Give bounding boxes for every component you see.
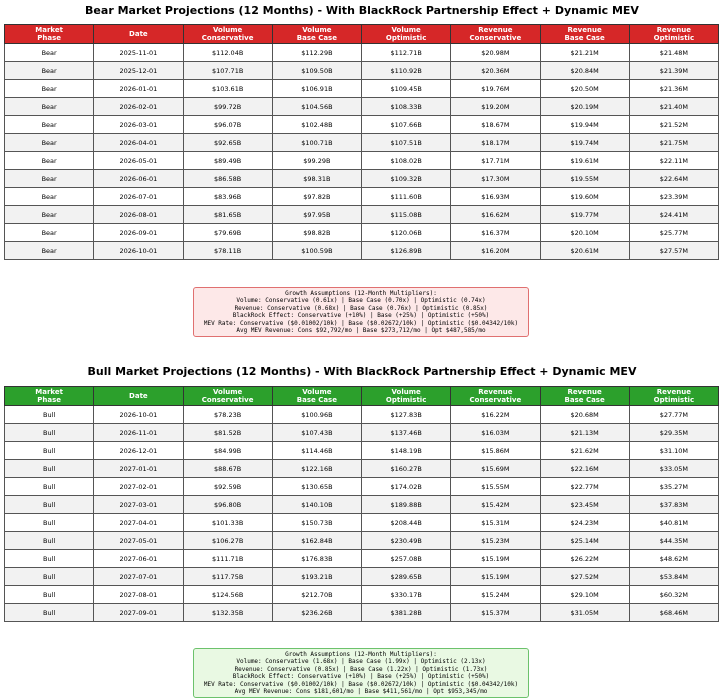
table-row xyxy=(5,44,719,62)
bull-cell-volume-optimistic: $137.46B xyxy=(362,424,451,442)
bear-cell-volume-base-case: $112.29B xyxy=(272,44,361,62)
bear-cell-date: 2026-03-01 xyxy=(94,116,183,134)
bear-cell-revenue-conservative: $18.17M xyxy=(451,134,540,152)
bull-cell-volume-conservative: $78.23B xyxy=(183,406,272,424)
table-row xyxy=(5,188,719,206)
bull-cell-volume-optimistic: $289.65B xyxy=(362,568,451,586)
bear-cell-date: 2025-11-01 xyxy=(94,44,183,62)
bull-cell-market-phase: Bull xyxy=(5,604,94,622)
table-row xyxy=(5,532,719,550)
bear-cell-volume-conservative: $81.65B xyxy=(183,206,272,224)
bear-cell-market-phase: Bear xyxy=(5,152,94,170)
bear-header-row xyxy=(5,25,719,44)
bear-cell-date: 2026-01-01 xyxy=(94,80,183,98)
bear-cell-date: 2026-07-01 xyxy=(94,188,183,206)
table-row xyxy=(5,80,719,98)
bull-cell-revenue-base-case: $24.23M xyxy=(540,514,629,532)
bull-cell-volume-base-case: $140.10B xyxy=(272,496,361,514)
bull-cell-revenue-conservative: $16.22M xyxy=(451,406,540,424)
bull-header-volume-base-case: Volume Base Case xyxy=(272,387,361,406)
bull-cell-date: 2027-08-01 xyxy=(94,586,183,604)
assumption-line: BlackRock Effect: Conservative (+10%) | Base (+25%) | Optimistic (+50%) xyxy=(232,673,490,681)
bear-cell-revenue-conservative: $16.37M xyxy=(451,224,540,242)
bull-cell-revenue-optimistic: $31.10M xyxy=(629,442,718,460)
bull-cell-volume-optimistic: $160.27B xyxy=(362,460,451,478)
table-row xyxy=(5,224,719,242)
bull-cell-revenue-optimistic: $33.05M xyxy=(629,460,718,478)
bear-header-revenue-optimistic: Revenue Optimistic xyxy=(629,25,718,44)
bear-cell-revenue-optimistic: $21.39M xyxy=(629,62,718,80)
bear-cell-volume-base-case: $98.82B xyxy=(272,224,361,242)
bear-cell-date: 2026-04-01 xyxy=(94,134,183,152)
bull-table-title: Bull Market Projections (12 Months) - With BlackRock Partnership Effect + Dynamic MEV xyxy=(87,365,637,378)
bear-cell-market-phase: Bear xyxy=(5,206,94,224)
assumption-line: Revenue: Conservative (0.85x) | Base Case (1.22x) | Optimistic (1.73x) xyxy=(234,665,488,673)
bull-cell-revenue-optimistic: $27.77M xyxy=(629,406,718,424)
bull-cell-date: 2027-04-01 xyxy=(94,514,183,532)
bear-cell-revenue-conservative: $17.30M xyxy=(451,170,540,188)
bull-header-volume-conservative: Volume Conservative xyxy=(183,387,272,406)
bear-cell-revenue-conservative: $20.98M xyxy=(451,44,540,62)
bull-cell-volume-conservative: $84.99B xyxy=(183,442,272,460)
bull-cell-revenue-conservative: $15.42M xyxy=(451,496,540,514)
bear-cell-volume-optimistic: $108.33B xyxy=(362,98,451,116)
bear-cell-revenue-optimistic: $21.75M xyxy=(629,134,718,152)
bull-cell-revenue-conservative: $15.23M xyxy=(451,532,540,550)
bear-cell-date: 2026-08-01 xyxy=(94,206,183,224)
assumption-line: MEV Rate: Conservative ($0.01002/10k) | Base ($0.02672/10k) | Optimistic ($0.04342/10k) xyxy=(203,680,519,688)
bear-cell-revenue-optimistic: $22.11M xyxy=(629,152,718,170)
table-row xyxy=(5,242,719,260)
bear-cell-volume-base-case: $98.31B xyxy=(272,170,361,188)
bear-cell-market-phase: Bear xyxy=(5,170,94,188)
bear-cell-revenue-conservative: $16.20M xyxy=(451,242,540,260)
bear-cell-volume-conservative: $79.69B xyxy=(183,224,272,242)
bull-cell-volume-optimistic: $174.02B xyxy=(362,478,451,496)
bull-cell-market-phase: Bull xyxy=(5,550,94,568)
bear-header-volume-optimistic: Volume Optimistic xyxy=(362,25,451,44)
bear-cell-revenue-base-case: $19.74M xyxy=(540,134,629,152)
bull-cell-revenue-base-case: $23.45M xyxy=(540,496,629,514)
bear-cell-volume-optimistic: $120.06B xyxy=(362,224,451,242)
bear-cell-volume-conservative: $112.04B xyxy=(183,44,272,62)
bull-cell-revenue-conservative: $15.37M xyxy=(451,604,540,622)
bull-table-body xyxy=(5,406,719,622)
bear-cell-revenue-optimistic: $23.39M xyxy=(629,188,718,206)
bull-cell-volume-base-case: $212.70B xyxy=(272,586,361,604)
bear-header-date: Date xyxy=(94,25,183,44)
table-row xyxy=(5,568,719,586)
bull-cell-revenue-optimistic: $53.84M xyxy=(629,568,718,586)
bull-cell-revenue-base-case: $26.22M xyxy=(540,550,629,568)
bull-cell-revenue-optimistic: $37.83M xyxy=(629,496,718,514)
bear-cell-volume-base-case: $104.56B xyxy=(272,98,361,116)
table-row xyxy=(5,514,719,532)
bull-cell-date: 2027-03-01 xyxy=(94,496,183,514)
table-row xyxy=(5,116,719,134)
bull-cell-revenue-optimistic: $68.46M xyxy=(629,604,718,622)
bear-cell-volume-base-case: $102.48B xyxy=(272,116,361,134)
bear-header-volume-base-case: Volume Base Case xyxy=(272,25,361,44)
bull-cell-revenue-conservative: $15.69M xyxy=(451,460,540,478)
bear-cell-market-phase: Bear xyxy=(5,116,94,134)
bull-cell-volume-optimistic: $330.17B xyxy=(362,586,451,604)
bull-cell-volume-base-case: $130.65B xyxy=(272,478,361,496)
bull-cell-volume-optimistic: $230.49B xyxy=(362,532,451,550)
bull-cell-volume-optimistic: $189.88B xyxy=(362,496,451,514)
bull-cell-market-phase: Bull xyxy=(5,406,94,424)
bull-cell-revenue-optimistic: $35.27M xyxy=(629,478,718,496)
bull-cell-volume-base-case: $107.43B xyxy=(272,424,361,442)
table-row xyxy=(5,550,719,568)
assumption-line: Volume: Conservative (0.61x) | Base Case (0.70x) | Optimistic (0.74x) xyxy=(236,297,486,305)
assumption-line: Revenue: Conservative (0.68x) | Base Case (0.76x) | Optimistic (0.85x) xyxy=(234,304,488,312)
assumption-line: Growth Assumptions (12-Month Multipliers): xyxy=(285,651,437,658)
bull-header-revenue-base-case: Revenue Base Case xyxy=(540,387,629,406)
bear-cell-volume-optimistic: $107.51B xyxy=(362,134,451,152)
bear-cell-volume-base-case: $106.91B xyxy=(272,80,361,98)
bear-table-title: Bear Market Projections (12 Months) - With BlackRock Partnership Effect + Dynamic MEV xyxy=(85,4,639,17)
bull-cell-date: 2026-11-01 xyxy=(94,424,183,442)
bear-cell-volume-conservative: $103.61B xyxy=(183,80,272,98)
table-row xyxy=(5,170,719,188)
bear-cell-volume-base-case: $99.29B xyxy=(272,152,361,170)
bull-cell-revenue-base-case: $27.52M xyxy=(540,568,629,586)
bull-header-date: Date xyxy=(94,387,183,406)
bull-cell-revenue-base-case: $22.77M xyxy=(540,478,629,496)
bear-cell-volume-optimistic: $109.45B xyxy=(362,80,451,98)
bull-cell-volume-conservative: $132.35B xyxy=(183,604,272,622)
bear-header-volume-conservative: Volume Conservative xyxy=(183,25,272,44)
bear-cell-volume-conservative: $78.11B xyxy=(183,242,272,260)
bear-cell-volume-conservative: $99.72B xyxy=(183,98,272,116)
bear-cell-market-phase: Bear xyxy=(5,80,94,98)
bull-cell-date: 2027-06-01 xyxy=(94,550,183,568)
bear-cell-volume-base-case: $97.82B xyxy=(272,188,361,206)
table-row xyxy=(5,442,719,460)
bear-cell-revenue-optimistic: $21.40M xyxy=(629,98,718,116)
bear-cell-revenue-optimistic: $21.36M xyxy=(629,80,718,98)
bear-table-body xyxy=(5,44,719,260)
table-row xyxy=(5,62,719,80)
bear-cell-date: 2025-12-01 xyxy=(94,62,183,80)
assumption-line: Avg MEV Revenue: Cons $181,601/mo | Base $411,561/mo | Opt $953,345/mo xyxy=(234,688,488,696)
bear-cell-volume-conservative: $83.96B xyxy=(183,188,272,206)
bear-cell-revenue-base-case: $19.55M xyxy=(540,170,629,188)
bull-cell-revenue-base-case: $25.14M xyxy=(540,532,629,550)
bear-header-market-phase: Market Phase xyxy=(5,25,94,44)
bear-cell-volume-optimistic: $110.92B xyxy=(362,62,451,80)
bull-cell-volume-optimistic: $257.08B xyxy=(362,550,451,568)
bull-cell-revenue-conservative: $15.24M xyxy=(451,586,540,604)
bear-cell-revenue-conservative: $17.71M xyxy=(451,152,540,170)
bull-cell-volume-base-case: $150.73B xyxy=(272,514,361,532)
bull-cell-market-phase: Bull xyxy=(5,460,94,478)
bear-cell-date: 2026-06-01 xyxy=(94,170,183,188)
bull-cell-volume-conservative: $106.27B xyxy=(183,532,272,550)
bear-cell-volume-optimistic: $107.66B xyxy=(362,116,451,134)
assumption-line: BlackRock Effect: Conservative (+10%) | Base (+25%) | Optimistic (+50%) xyxy=(232,312,490,320)
bear-cell-volume-optimistic: $112.71B xyxy=(362,44,451,62)
table-row xyxy=(5,406,719,424)
bull-cell-market-phase: Bull xyxy=(5,478,94,496)
bear-cell-revenue-base-case: $20.19M xyxy=(540,98,629,116)
bear-cell-volume-conservative: $96.07B xyxy=(183,116,272,134)
bull-cell-volume-conservative: $111.71B xyxy=(183,550,272,568)
bear-cell-volume-optimistic: $111.60B xyxy=(362,188,451,206)
bull-cell-volume-conservative: $88.67B xyxy=(183,460,272,478)
bull-projection-table xyxy=(4,386,719,622)
table-row xyxy=(5,424,719,442)
bear-cell-volume-conservative: $89.49B xyxy=(183,152,272,170)
bull-cell-revenue-optimistic: $44.35M xyxy=(629,532,718,550)
bull-cell-volume-optimistic: $381.28B xyxy=(362,604,451,622)
table-row xyxy=(5,134,719,152)
bear-cell-volume-conservative: $107.71B xyxy=(183,62,272,80)
bear-cell-revenue-base-case: $20.10M xyxy=(540,224,629,242)
bear-cell-volume-optimistic: $108.02B xyxy=(362,152,451,170)
bear-cell-revenue-conservative: $16.62M xyxy=(451,206,540,224)
bull-cell-date: 2027-09-01 xyxy=(94,604,183,622)
bull-cell-market-phase: Bull xyxy=(5,568,94,586)
bear-cell-revenue-optimistic: $22.64M xyxy=(629,170,718,188)
bull-cell-revenue-base-case: $21.62M xyxy=(540,442,629,460)
bear-cell-revenue-conservative: $19.20M xyxy=(451,98,540,116)
bear-cell-revenue-optimistic: $25.77M xyxy=(629,224,718,242)
bull-cell-volume-optimistic: $127.83B xyxy=(362,406,451,424)
table-row xyxy=(5,206,719,224)
bull-cell-volume-base-case: $176.83B xyxy=(272,550,361,568)
bear-cell-market-phase: Bear xyxy=(5,62,94,80)
bear-cell-date: 2026-09-01 xyxy=(94,224,183,242)
bull-cell-market-phase: Bull xyxy=(5,496,94,514)
bull-cell-revenue-base-case: $20.68M xyxy=(540,406,629,424)
bull-cell-market-phase: Bull xyxy=(5,442,94,460)
bear-cell-revenue-conservative: $20.36M xyxy=(451,62,540,80)
bull-cell-revenue-optimistic: $29.35M xyxy=(629,424,718,442)
bull-cell-revenue-conservative: $15.31M xyxy=(451,514,540,532)
bear-cell-volume-optimistic: $109.32B xyxy=(362,170,451,188)
bear-cell-revenue-base-case: $19.94M xyxy=(540,116,629,134)
bull-cell-date: 2027-07-01 xyxy=(94,568,183,586)
bear-cell-revenue-base-case: $20.61M xyxy=(540,242,629,260)
bull-cell-revenue-conservative: $15.19M xyxy=(451,550,540,568)
bull-header-volume-optimistic: Volume Optimistic xyxy=(362,387,451,406)
bull-cell-market-phase: Bull xyxy=(5,532,94,550)
table-row xyxy=(5,460,719,478)
bear-cell-market-phase: Bear xyxy=(5,188,94,206)
bear-cell-revenue-optimistic: $21.52M xyxy=(629,116,718,134)
bull-cell-revenue-base-case: $31.05M xyxy=(540,604,629,622)
bull-cell-revenue-conservative: $15.86M xyxy=(451,442,540,460)
bull-cell-revenue-base-case: $22.16M xyxy=(540,460,629,478)
bear-cell-date: 2026-05-01 xyxy=(94,152,183,170)
bull-cell-volume-conservative: $124.56B xyxy=(183,586,272,604)
bull-cell-volume-base-case: $193.21B xyxy=(272,568,361,586)
bear-cell-date: 2026-10-01 xyxy=(94,242,183,260)
bull-cell-date: 2027-05-01 xyxy=(94,532,183,550)
bull-cell-volume-base-case: $162.84B xyxy=(272,532,361,550)
bull-cell-volume-conservative: $96.80B xyxy=(183,496,272,514)
bear-cell-revenue-base-case: $19.60M xyxy=(540,188,629,206)
bear-cell-revenue-base-case: $19.77M xyxy=(540,206,629,224)
bull-cell-revenue-conservative: $15.19M xyxy=(451,568,540,586)
bear-cell-market-phase: Bear xyxy=(5,134,94,152)
assumption-line: MEV Rate: Conservative ($0.01002/10k) | Base ($0.02672/10k) | Optimistic ($0.04342/10k) xyxy=(203,319,519,327)
bear-cell-revenue-base-case: $21.21M xyxy=(540,44,629,62)
bull-cell-volume-optimistic: $208.44B xyxy=(362,514,451,532)
table-row xyxy=(5,496,719,514)
bear-cell-date: 2026-02-01 xyxy=(94,98,183,116)
table-row xyxy=(5,586,719,604)
assumption-line: Growth Assumptions (12-Month Multipliers): xyxy=(285,290,437,297)
bear-cell-volume-conservative: $86.58B xyxy=(183,170,272,188)
bear-cell-revenue-conservative: $19.76M xyxy=(451,80,540,98)
bear-cell-revenue-optimistic: $27.57M xyxy=(629,242,718,260)
bull-cell-volume-conservative: $92.59B xyxy=(183,478,272,496)
bull-cell-date: 2027-01-01 xyxy=(94,460,183,478)
bear-cell-market-phase: Bear xyxy=(5,224,94,242)
bull-cell-volume-base-case: $114.46B xyxy=(272,442,361,460)
assumption-line: Avg MEV Revenue: Cons $92,792/mo | Base $273,712/mo | Opt $487,585/mo xyxy=(236,327,486,335)
bull-cell-revenue-conservative: $16.03M xyxy=(451,424,540,442)
bull-cell-volume-conservative: $117.75B xyxy=(183,568,272,586)
bear-cell-revenue-conservative: $18.67M xyxy=(451,116,540,134)
bear-cell-volume-optimistic: $115.08B xyxy=(362,206,451,224)
bull-cell-volume-conservative: $81.52B xyxy=(183,424,272,442)
bull-cell-date: 2027-02-01 xyxy=(94,478,183,496)
bull-header-revenue-conservative: Revenue Conservative xyxy=(451,387,540,406)
bull-header-revenue-optimistic: Revenue Optimistic xyxy=(629,387,718,406)
bull-cell-date: 2026-10-01 xyxy=(94,406,183,424)
bull-cell-volume-conservative: $101.33B xyxy=(183,514,272,532)
bull-assumptions-box xyxy=(193,648,529,698)
bear-cell-revenue-optimistic: $24.41M xyxy=(629,206,718,224)
bull-cell-revenue-optimistic: $48.62M xyxy=(629,550,718,568)
bull-cell-revenue-base-case: $29.10M xyxy=(540,586,629,604)
table-row xyxy=(5,152,719,170)
bull-cell-volume-base-case: $236.26B xyxy=(272,604,361,622)
bear-cell-revenue-conservative: $16.93M xyxy=(451,188,540,206)
bear-cell-volume-base-case: $100.59B xyxy=(272,242,361,260)
bear-cell-revenue-base-case: $20.84M xyxy=(540,62,629,80)
bull-cell-volume-optimistic: $148.19B xyxy=(362,442,451,460)
bull-header-row xyxy=(5,387,719,406)
bull-cell-revenue-optimistic: $60.32M xyxy=(629,586,718,604)
bear-cell-volume-base-case: $100.71B xyxy=(272,134,361,152)
bear-header-revenue-base-case: Revenue Base Case xyxy=(540,25,629,44)
assumption-line: Volume: Conservative (1.68x) | Base Case (1.99x) | Optimistic (2.13x) xyxy=(236,658,486,666)
bear-cell-volume-conservative: $92.65B xyxy=(183,134,272,152)
bull-cell-revenue-optimistic: $40.81M xyxy=(629,514,718,532)
bear-projection-table xyxy=(4,24,719,260)
bull-cell-volume-base-case: $100.96B xyxy=(272,406,361,424)
bull-cell-date: 2026-12-01 xyxy=(94,442,183,460)
bear-cell-revenue-base-case: $20.50M xyxy=(540,80,629,98)
bear-cell-revenue-optimistic: $21.48M xyxy=(629,44,718,62)
bear-cell-volume-base-case: $97.95B xyxy=(272,206,361,224)
bear-cell-volume-optimistic: $126.89B xyxy=(362,242,451,260)
bull-cell-revenue-conservative: $15.55M xyxy=(451,478,540,496)
bull-cell-volume-base-case: $122.16B xyxy=(272,460,361,478)
bear-cell-volume-base-case: $109.50B xyxy=(272,62,361,80)
bear-cell-market-phase: Bear xyxy=(5,98,94,116)
bull-cell-revenue-base-case: $21.13M xyxy=(540,424,629,442)
table-row xyxy=(5,604,719,622)
bear-assumptions-box xyxy=(193,287,529,337)
bull-header-market-phase: Market Phase xyxy=(5,387,94,406)
table-row xyxy=(5,98,719,116)
bear-header-revenue-conservative: Revenue Conservative xyxy=(451,25,540,44)
bull-cell-market-phase: Bull xyxy=(5,514,94,532)
table-row xyxy=(5,478,719,496)
bear-cell-revenue-base-case: $19.61M xyxy=(540,152,629,170)
bull-cell-market-phase: Bull xyxy=(5,424,94,442)
bear-cell-market-phase: Bear xyxy=(5,242,94,260)
bear-cell-market-phase: Bear xyxy=(5,44,94,62)
bull-cell-market-phase: Bull xyxy=(5,586,94,604)
